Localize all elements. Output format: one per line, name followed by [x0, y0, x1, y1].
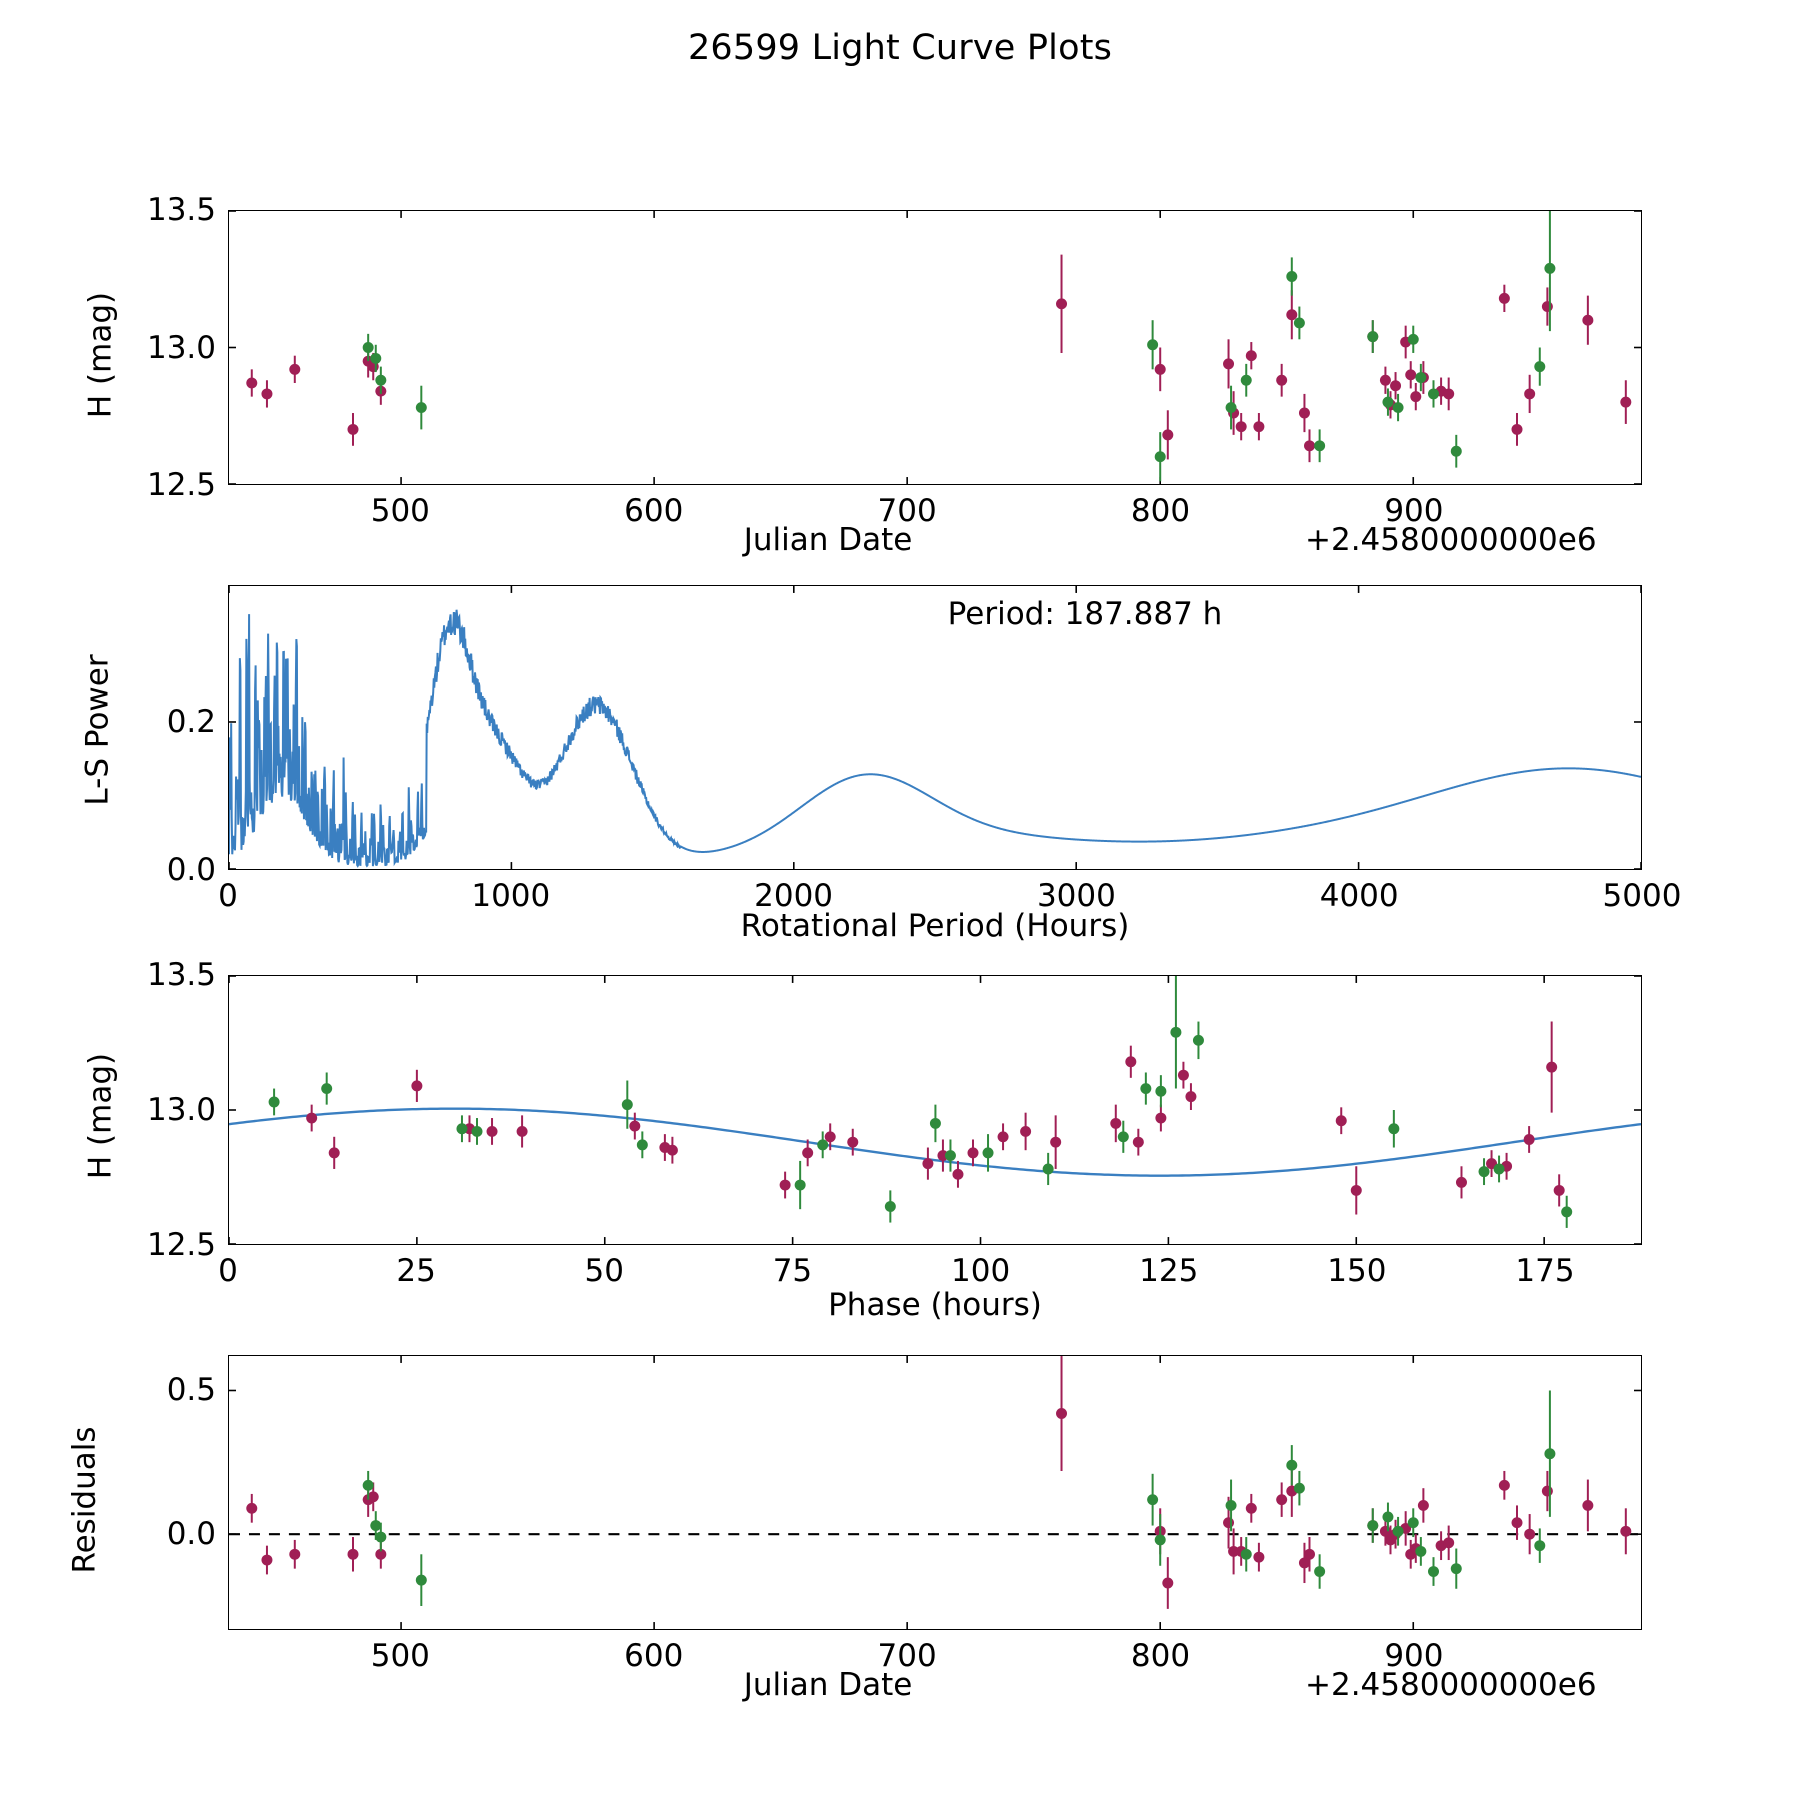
axis-tick-label: 2000: [754, 878, 834, 914]
axis-tick-label: 12.5: [146, 467, 216, 503]
page-title: 26599 Light Curve Plots: [687, 28, 1113, 68]
axis-tick-label: 500: [370, 1638, 430, 1674]
residuals-ylabel: Residuals: [66, 1426, 103, 1574]
panel-lightcurve: [228, 210, 1642, 485]
axis-tick-label: 700: [877, 1638, 937, 1674]
phased-plot-area: [229, 976, 1641, 1244]
axis-tick-label: 700: [877, 493, 937, 529]
axis-tick-label: 3000: [1036, 878, 1116, 914]
period-annotation: Period: 187.887 h: [947, 596, 1223, 632]
axis-tick-label: 125: [1139, 1253, 1199, 1289]
axis-tick-label: 13.5: [146, 957, 216, 993]
periodogram-data-layer: [229, 586, 1641, 869]
axis-tick-label: 0.5: [166, 1371, 216, 1408]
lightcurve-plot-area: [229, 211, 1641, 484]
axis-tick-label: 175: [1515, 1253, 1575, 1289]
axis-tick-label: 12.5: [146, 1227, 216, 1263]
axis-tick-label: 0: [218, 878, 238, 914]
axis-tick-label: 100: [950, 1253, 1011, 1289]
axis-tick-label: 500: [370, 493, 430, 529]
axis-tick-label: 13.0: [146, 329, 216, 366]
residuals-xlabel: Julian Date: [743, 1667, 913, 1703]
phased-xlabel: Phase (hours): [828, 1287, 1042, 1323]
periodogram-xlabel: Rotational Period (Hours): [740, 908, 1130, 944]
lightcurve-ylabel: H (mag): [82, 291, 119, 419]
panel-residuals: [228, 1355, 1642, 1630]
residuals-data-layer: [229, 1356, 1641, 1629]
axis-tick-label: 0.0: [166, 1516, 216, 1553]
phased-ylabel: H (mag): [82, 1052, 119, 1180]
axis-tick-label: 150: [1327, 1253, 1387, 1289]
axis-tick-label: 800: [1130, 1638, 1191, 1674]
axis-tick-label: 600: [624, 1638, 684, 1674]
axis-tick-label: 0: [218, 1253, 238, 1289]
axis-tick-label: 1000: [471, 878, 551, 914]
axis-tick-label: 13.0: [146, 1092, 216, 1128]
axis-tick-label: 4000: [1319, 878, 1399, 914]
axis-tick-label: 5000: [1602, 878, 1682, 914]
axis-tick-label: 800: [1130, 493, 1191, 529]
periodogram-ylabel: L-S Power: [79, 654, 116, 806]
axis-tick-label: 25: [396, 1253, 436, 1289]
axis-tick-label: 600: [624, 493, 684, 529]
lightcurve-xlabel: Julian Date: [743, 522, 913, 558]
panel-periodogram: [228, 585, 1642, 870]
phased-data-layer: [229, 976, 1641, 1244]
axis-tick-label: 900: [1384, 1638, 1444, 1674]
axis-tick-label: 900: [1384, 493, 1444, 529]
lightcurve-data-layer: [229, 211, 1641, 484]
residuals-plot-area: [229, 1356, 1641, 1629]
panel-phased: [228, 975, 1642, 1245]
lightcurve-x-offset: +2.4580000000e6: [1305, 522, 1597, 558]
axis-tick-label: 13.5: [146, 192, 216, 228]
axis-tick-label: 50: [584, 1253, 625, 1289]
axis-tick-label: 0.2: [166, 703, 216, 740]
axis-tick-label: 75: [772, 1253, 813, 1289]
periodogram-plot-area: [229, 586, 1641, 869]
residuals-x-offset: +2.4580000000e6: [1305, 1667, 1597, 1703]
axis-tick-label: 0.0: [166, 852, 216, 888]
